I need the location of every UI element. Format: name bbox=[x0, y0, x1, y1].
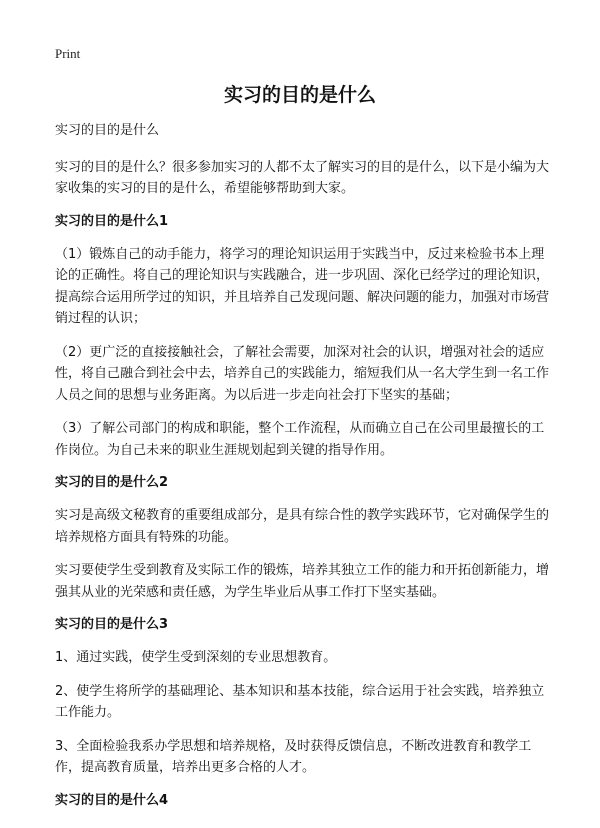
section-2-paragraph-1: 实习是高级文秘教育的重要组成部分，是具有综合性的教学实践环节，它对确保学生的培养规格方面具有特殊的功能。 bbox=[55, 508, 550, 545]
section-heading-4: 实习的目的是什么4 bbox=[55, 792, 169, 808]
section-2-paragraph-2: 实习要使学生受到教育及实际工作的锻炼，培养其独立工作的能力和开拓创新能力，增强其从业的光荣感和责任感，为学生毕业后从事工作打下坚实基础。 bbox=[55, 563, 550, 600]
print-link[interactable]: Print bbox=[55, 46, 81, 61]
section-3-paragraph-1: 1、通过实践，使学生受到深刻的专业思想教育。 bbox=[55, 650, 337, 665]
section-3-paragraph-3: 3、全面检验我系办学思想和培养规格，及时获得反馈信息，不断改进教育和教学工作，提高教育质量，培养出更多合格的人才。 bbox=[55, 738, 532, 775]
section-heading-1: 实习的目的是什么1 bbox=[55, 213, 169, 229]
intro-paragraph: 实习的目的是什么？很多参加实习的人都不太了解实习的目的是什么，以下是小编为大家收集的实习的目的是什么，希望能够帮助到大家。 bbox=[55, 159, 550, 196]
document-subtitle: 实习的目的是什么 bbox=[55, 123, 160, 138]
document-body bbox=[55, 120, 555, 823]
section-3-paragraph-2: 2、使学生将所学的基础理论、基本知识和基本技能，综合运用于社会实践，培养独立工作能力。 bbox=[55, 683, 545, 720]
section-heading-2: 实习的目的是什么2 bbox=[55, 475, 169, 490]
page-title: 实习的目的是什么 bbox=[223, 84, 376, 106]
section-1-paragraph-1: （1）锻炼自己的动手能力，将学习的理论知识运用于实践当中，反过来检验书本上理论的正确性。将自己的理论知识与实践融合，进一步巩固、深化已经学过的理论知识，提高综合运用所学过的知识，并且培养自己发现问题、解决问题的能力，加强对市场营销过程的认识； bbox=[55, 246, 550, 326]
section-1-paragraph-2: （2）更广泛的直接接触社会，了解社会需要，加深对社会的认识，增强对社会的适应性，将自己融合到社会中去，培养自己的实践能力，缩短我们从一名大学生到一名工作人员之间的思想与业务距离。为以后进一步走向社会打下坚实的基础； bbox=[55, 344, 550, 403]
section-1-paragraph-3: （3）了解公司部门的构成和职能，整个工作流程，从而确立自己在公司里最擅长的工作岗位。为自己未来的职业生涯规划起到关键的指导作用。 bbox=[55, 421, 545, 458]
section-heading-3: 实习的目的是什么3 bbox=[55, 617, 169, 632]
